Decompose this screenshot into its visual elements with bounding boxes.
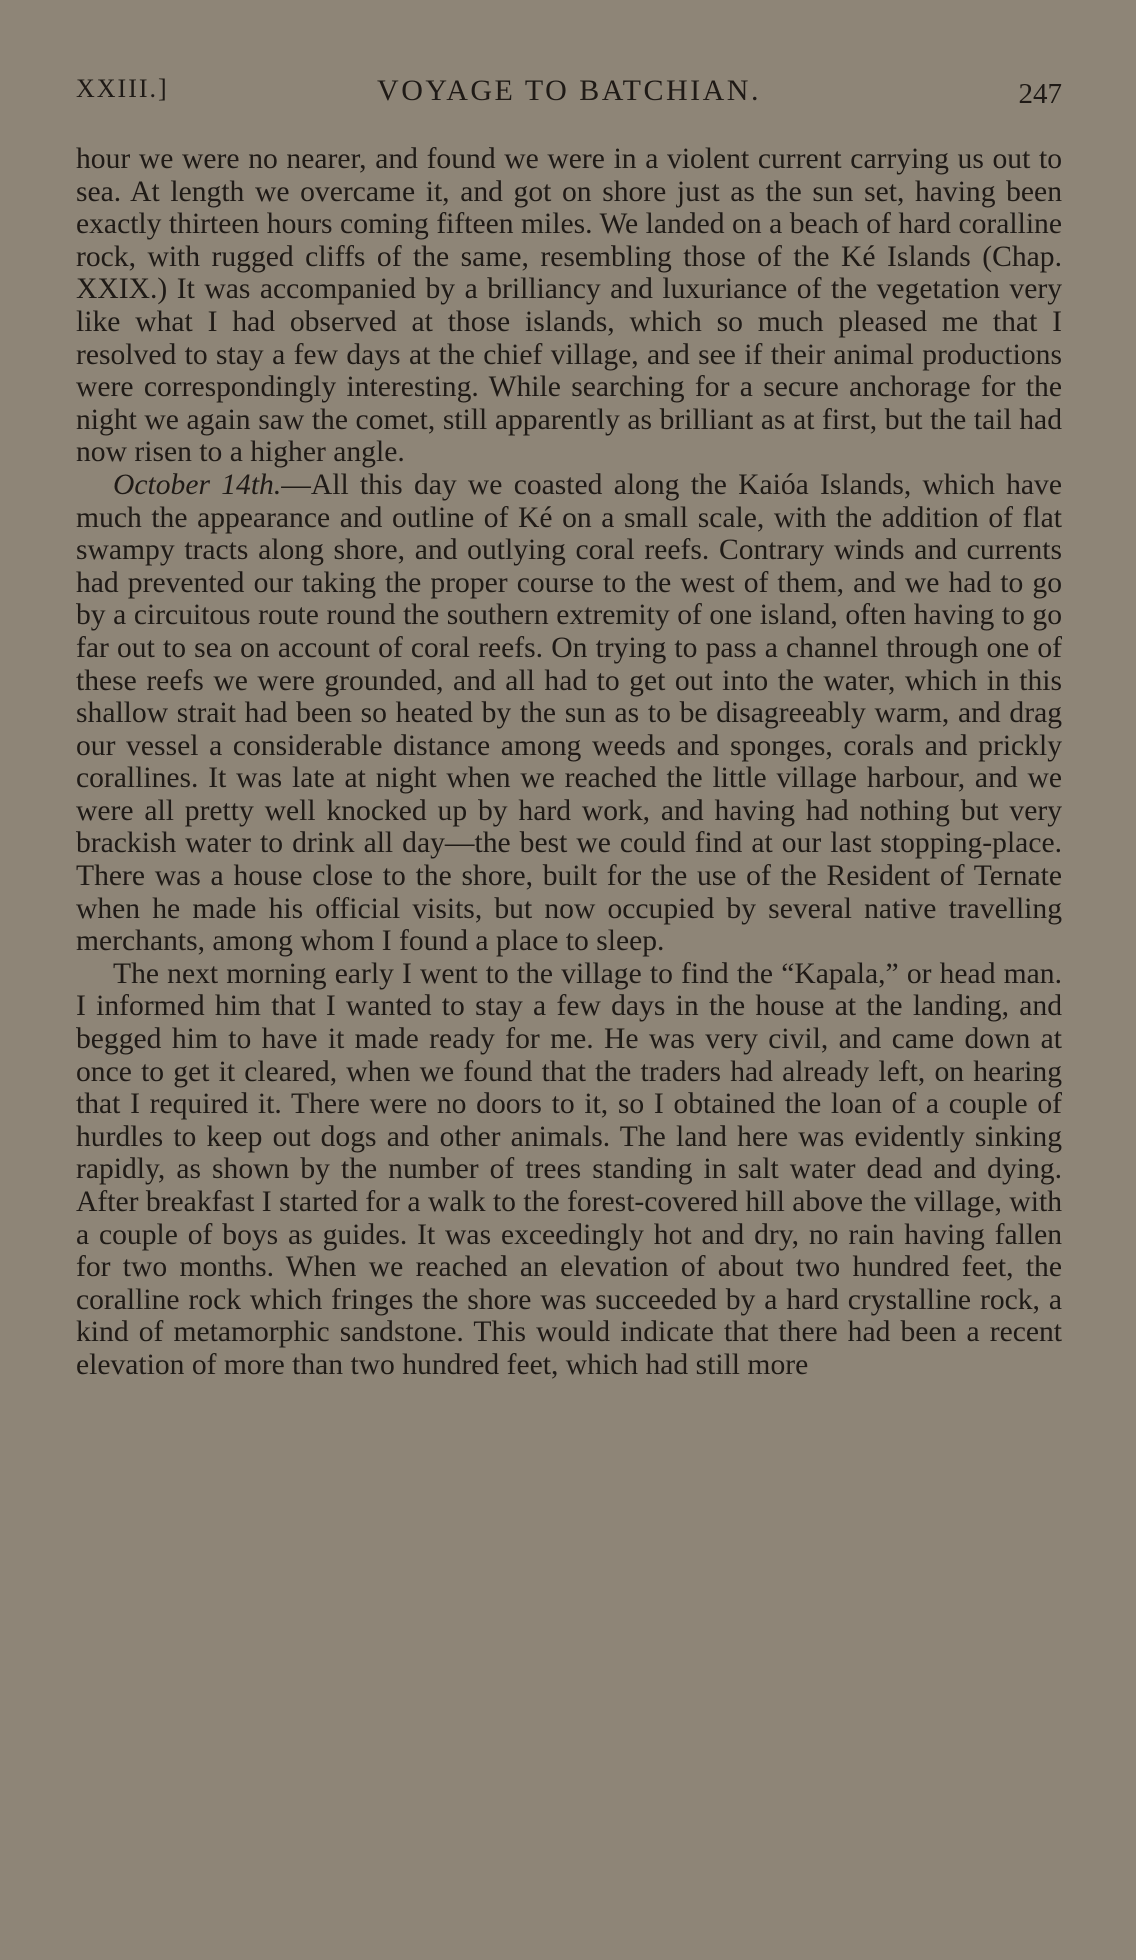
body-text — [76, 143, 1062, 1382]
paragraph-continuation: hour we were no nearer, and found we were in a violent current carrying us out to sea. At length we overcame it, and got on shore just as the sun set, having been exactly thirteen hours coming fifteen miles. We landed on a beach of hard coralline rock, with rugged cliffs of the same, resembling those of the Ké Islands (Chap. XXIX.) It was accompanied by a brilliancy and luxuriance of the vegetation very like what I had observed at those islands, which so much pleased me that I resolved to stay a few days at the chief village, and see if their animal productions were correspondingly interesting. While searching for a secure anchorage for the night we again saw the comet, still apparently as brilliant as at first, but the tail had now risen to a higher angle. — [76, 143, 1062, 469]
chapter-marker: XXIII.] — [76, 74, 169, 103]
paragraph-text: —All this day we coasted along the Kaióa Islands, which have much the appearance and outline of Ké on a small scale, with the addition of flat swampy tracts along shore, and outlying coral reefs. Contrary winds and currents had prevented our taking the proper course to the west of them, and we had to go by a circuitous route round the southern extremity of one island, often having to go far out to sea on account of coral reefs. On trying to pass a channel through one of these reefs we were grounded, and all had to get out into the water, which in this shallow strait had been so heated by the sun as to be disagreeably warm, and drag our vessel a considerable distance among weeds and sponges, corals and prickly corallines. It was late at night when we reached the little village harbour, and we were all pretty well knocked up by hard work, and having had nothing but very brackish water to drink all day—the best we could find at our last stopping-place. There was a house close to the shore, built for the use of the Resident of Ternate when he made his official visits, but now occupied by several native travelling merchants, among whom I found a place to sleep. — [76, 468, 1062, 958]
date-heading: October 14th. — [113, 468, 282, 501]
page-title: VOYAGE TO BATCHIAN. — [377, 74, 761, 107]
running-header — [76, 74, 1062, 114]
paragraph-next-morning: The next morning early I went to the village to find the “Kapala,” or head man. I informed him that I wanted to stay a few days in the house at the landing, and begged him to have it made ready for me. He was very civil, and came down at once to get it cleared, when we found that the traders had already left, on hearing that I required it. There were no doors to it, so I obtained the loan of a couple of hurdles to keep out dogs and other animals. The land here was evidently sinking rapidly, as shown by the number of trees standing in salt water dead and dying. After breakfast I started for a walk to the forest-covered hill above the village, with a couple of boys as guides. It was exceedingly hot and dry, no rain having fallen for two months. When we reached an elevation of about two hundred feet, the coralline rock which fringes the shore was succeeded by a hard crystalline rock, a kind of metamorphic sandstone. This would indicate that there had been a recent elevation of more than two hundred feet, which had still more — [76, 957, 1062, 1381]
paragraph-october-14th — [76, 469, 1062, 958]
page-number: 247 — [1018, 78, 1062, 110]
